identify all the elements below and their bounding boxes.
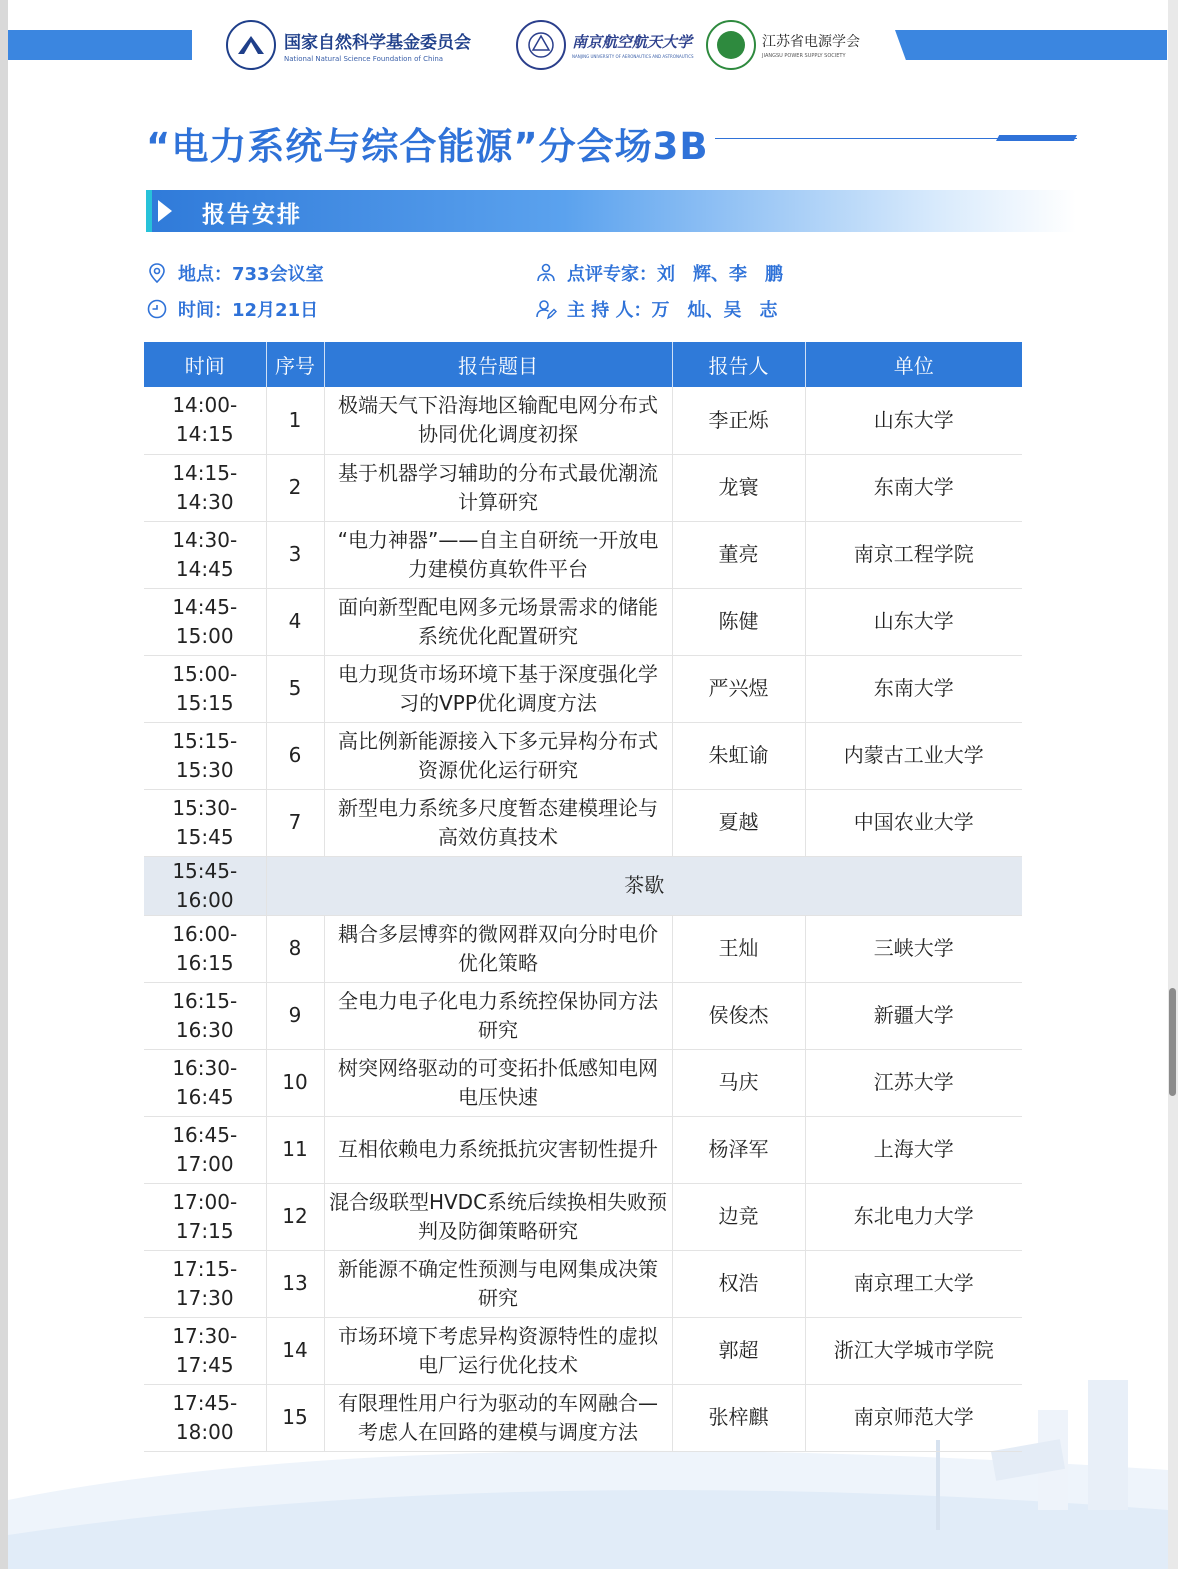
topic-cell: 面向新型配电网多元场景需求的储能系统优化配置研究 xyxy=(324,588,672,655)
number-cell: 2 xyxy=(266,454,324,521)
speaker-cell: 夏越 xyxy=(672,789,805,856)
column-header-speaker: 报告人 xyxy=(672,342,805,387)
topic-cell: 有限理性用户行为驱动的车网融合—考虑人在回路的建模与调度方法 xyxy=(324,1384,672,1451)
time-cell: 16:15-16:30 xyxy=(144,982,266,1049)
column-header-unit: 单位 xyxy=(805,342,1022,387)
number-cell: 13 xyxy=(266,1250,324,1317)
jspss-english-name: JIANGSU POWER SUPPLY SOCIETY xyxy=(762,53,846,59)
time-cell: 17:30-17:45 xyxy=(144,1317,266,1384)
unit-cell: 山东大学 xyxy=(805,387,1022,454)
session-title: “电力系统与综合能源”分会场3B xyxy=(146,125,709,168)
topic-cell: 基于机器学习辅助的分布式最优潮流计算研究 xyxy=(324,454,672,521)
speaker-cell: 权浩 xyxy=(672,1250,805,1317)
location-text: 地点：733会议室 xyxy=(178,264,324,285)
table-header-row xyxy=(144,342,1022,387)
header-accent-bar-left xyxy=(8,30,192,60)
topic-cell: 混合级联型HVDC系统后续换相失败预判及防御策略研究 xyxy=(324,1183,672,1250)
unit-cell: 新疆大学 xyxy=(805,982,1022,1049)
time-cell: 16:00-16:15 xyxy=(144,915,266,982)
time-cell: 14:45-15:00 xyxy=(144,588,266,655)
jspss-logo xyxy=(706,20,756,70)
nuaa-name: 南京航空航天大学 xyxy=(572,33,693,51)
topic-cell: 新型电力系统多尺度暂态建模理论与高效仿真技术 xyxy=(324,789,672,856)
nuaa-english-name: NANJING UNIVERSITY OF AERONAUTICS AND ASTRONAUTICS xyxy=(572,54,694,59)
unit-cell: 浙江大学城市学院 xyxy=(805,1317,1022,1384)
table-row xyxy=(144,655,1022,722)
section-title: 报告安排 xyxy=(202,202,302,228)
number-cell: 4 xyxy=(266,588,324,655)
time-cell: 14:30-14:45 xyxy=(144,521,266,588)
table-row xyxy=(144,454,1022,521)
speaker-cell: 龙寰 xyxy=(672,454,805,521)
time-cell: 15:00-15:15 xyxy=(144,655,266,722)
number-cell: 3 xyxy=(266,521,324,588)
speaker-cell: 朱虹谕 xyxy=(672,722,805,789)
topic-cell: 电力现货市场环境下基于深度强化学习的VPP优化调度方法 xyxy=(324,655,672,722)
table-row xyxy=(144,1049,1022,1116)
header-accent-bar-right xyxy=(895,30,1167,60)
unit-cell: 内蒙古工业大学 xyxy=(805,722,1022,789)
schedule-table xyxy=(144,342,1022,1452)
location-info xyxy=(146,260,324,286)
speaker-cell: 马庆 xyxy=(672,1049,805,1116)
table-row xyxy=(144,1116,1022,1183)
hosts-info xyxy=(535,296,778,322)
time-cell: 14:15-14:30 xyxy=(144,454,266,521)
table-row xyxy=(144,1183,1022,1250)
section-banner xyxy=(146,190,1076,232)
nsfc-name: 国家自然科学基金委员会 xyxy=(284,32,471,53)
location-pin-icon xyxy=(146,262,168,284)
scrollbar-track[interactable] xyxy=(1168,0,1178,1569)
page-edge-left xyxy=(0,0,8,1569)
break-time-cell: 15:45-16:00 xyxy=(144,856,266,915)
time-text: 时间：12月21日 xyxy=(178,300,319,321)
speaker-cell: 边竞 xyxy=(672,1183,805,1250)
topic-cell: 全电力电子化电力系统控保协同方法研究 xyxy=(324,982,672,1049)
hosts-text: 主 持 人：万 灿、吴 志 xyxy=(567,300,778,321)
unit-cell: 南京师范大学 xyxy=(805,1384,1022,1451)
unit-cell: 南京工程学院 xyxy=(805,521,1022,588)
scrollbar-thumb[interactable] xyxy=(1169,988,1176,1096)
banner-stripe xyxy=(146,190,152,232)
topic-cell: 极端天气下沿海地区输配电网分布式协同优化调度初探 xyxy=(324,387,672,454)
experts-icon xyxy=(535,262,557,284)
unit-cell: 东北电力大学 xyxy=(805,1183,1022,1250)
time-cell: 17:15-17:30 xyxy=(144,1250,266,1317)
unit-cell: 江苏大学 xyxy=(805,1049,1022,1116)
topic-cell: 树突网络驱动的可变拓扑低感知电网电压快速 xyxy=(324,1049,672,1116)
title-rule-accent xyxy=(996,135,1077,141)
number-cell: 1 xyxy=(266,387,324,454)
clock-icon xyxy=(146,298,168,320)
time-cell: 15:15-15:30 xyxy=(144,722,266,789)
topic-cell: 互相依赖电力系统抵抗灾害韧性提升 xyxy=(324,1116,672,1183)
nuaa-logo-block xyxy=(516,20,694,70)
unit-cell: 山东大学 xyxy=(805,588,1022,655)
unit-cell: 三峡大学 xyxy=(805,915,1022,982)
table-row xyxy=(144,789,1022,856)
unit-cell: 东南大学 xyxy=(805,655,1022,722)
nsfc-logo xyxy=(226,20,276,70)
number-cell: 6 xyxy=(266,722,324,789)
number-cell: 10 xyxy=(266,1049,324,1116)
time-cell: 15:30-15:45 xyxy=(144,789,266,856)
topic-cell: 市场环境下考虑异构资源特性的虚拟电厂运行优化技术 xyxy=(324,1317,672,1384)
number-cell: 8 xyxy=(266,915,324,982)
unit-cell: 东南大学 xyxy=(805,454,1022,521)
reviewers-info xyxy=(535,260,783,286)
speaker-cell: 郭超 xyxy=(672,1317,805,1384)
table-row xyxy=(144,1384,1022,1451)
table-row xyxy=(144,387,1022,454)
table-row xyxy=(144,915,1022,982)
table-row xyxy=(144,722,1022,789)
time-cell: 16:30-16:45 xyxy=(144,1049,266,1116)
table-row xyxy=(144,588,1022,655)
nsfc-logo-block xyxy=(226,20,471,70)
topic-cell: 耦合多层博弈的微网群双向分时电价优化策略 xyxy=(324,915,672,982)
speaker-cell: 陈健 xyxy=(672,588,805,655)
reviewers-text: 点评专家：刘 辉、李 鹏 xyxy=(567,264,783,285)
break-row xyxy=(144,856,1022,915)
time-cell: 17:00-17:15 xyxy=(144,1183,266,1250)
time-cell: 16:45-17:00 xyxy=(144,1116,266,1183)
time-info xyxy=(146,296,318,322)
speaker-cell: 王灿 xyxy=(672,915,805,982)
unit-cell: 南京理工大学 xyxy=(805,1250,1022,1317)
column-header-time: 时间 xyxy=(144,342,266,387)
jspss-name: 江苏省电源学会 xyxy=(762,34,860,50)
speaker-cell: 李正烁 xyxy=(672,387,805,454)
time-cell: 14:00-14:15 xyxy=(144,387,266,454)
chevron-right-icon xyxy=(158,200,172,222)
break-label-cell: 茶歇 xyxy=(266,856,1022,915)
speaker-cell: 杨泽军 xyxy=(672,1116,805,1183)
speaker-cell: 董亮 xyxy=(672,521,805,588)
jspss-logo-block xyxy=(706,20,860,70)
table-row xyxy=(144,982,1022,1049)
number-cell: 14 xyxy=(266,1317,324,1384)
topic-cell: 高比例新能源接入下多元异构分布式资源优化运行研究 xyxy=(324,722,672,789)
column-header-number: 序号 xyxy=(266,342,324,387)
user-edit-icon xyxy=(535,298,557,320)
nsfc-english-name: National Natural Science Foundation of China xyxy=(284,54,444,63)
column-header-topic: 报告题目 xyxy=(324,342,672,387)
speaker-cell: 侯俊杰 xyxy=(672,982,805,1049)
table-row xyxy=(144,521,1022,588)
table-row xyxy=(144,1317,1022,1384)
number-cell: 9 xyxy=(266,982,324,1049)
number-cell: 11 xyxy=(266,1116,324,1183)
number-cell: 12 xyxy=(266,1183,324,1250)
speaker-cell: 张梓麒 xyxy=(672,1384,805,1451)
number-cell: 5 xyxy=(266,655,324,722)
topic-cell: “电力神器”——自主自研统一开放电力建模仿真软件平台 xyxy=(324,521,672,588)
nuaa-logo xyxy=(516,20,566,70)
speaker-cell: 严兴煜 xyxy=(672,655,805,722)
time-cell: 17:45-18:00 xyxy=(144,1384,266,1451)
topic-cell: 新能源不确定性预测与电网集成决策研究 xyxy=(324,1250,672,1317)
table-row xyxy=(144,1250,1022,1317)
number-cell: 7 xyxy=(266,789,324,856)
number-cell: 15 xyxy=(266,1384,324,1451)
unit-cell: 中国农业大学 xyxy=(805,789,1022,856)
unit-cell: 上海大学 xyxy=(805,1116,1022,1183)
